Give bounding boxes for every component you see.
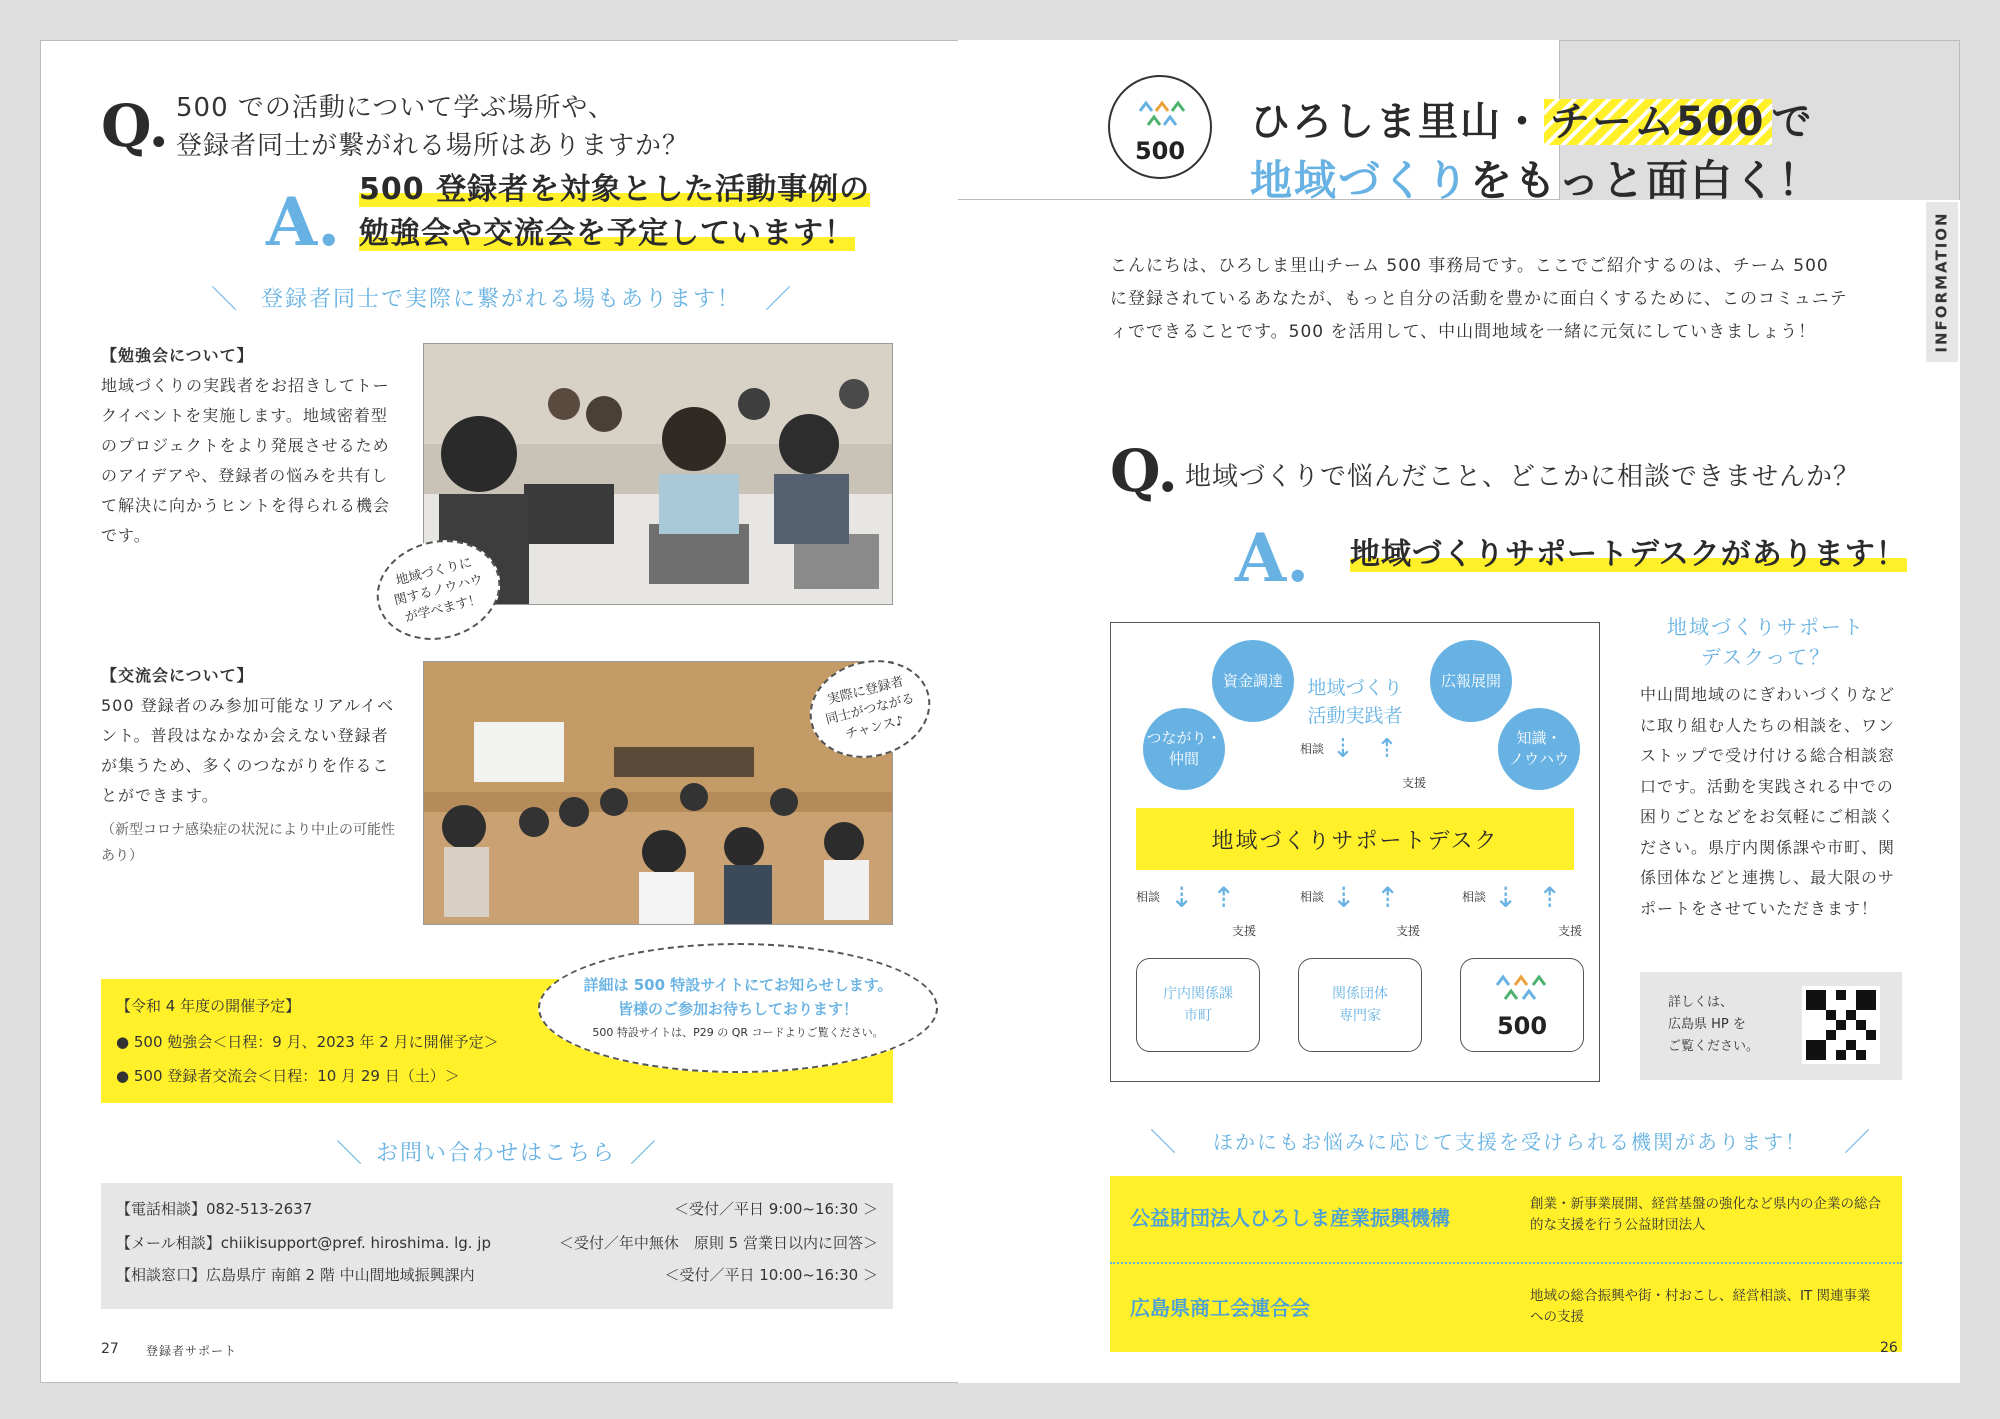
diagram-center-label: 地域づくり 活動実践者 — [1307, 677, 1403, 727]
study-title: 【勉強会について】 — [101, 346, 254, 365]
speech-bubble-exchange: 実際に登録者 同士がつながる チャンス♪ — [799, 648, 941, 771]
contact-label: 【電話相談】082-513-2637 — [116, 1200, 313, 1218]
contact-hours: ＜受付／平日 9:00~16:30 ＞ — [673, 1200, 878, 1218]
consult-label: 相談 — [1136, 890, 1161, 904]
deco-slash: ＼ — [336, 1139, 363, 1169]
exchange-note: （新型コロナ感染症の状況により中止の可能性あり） — [101, 822, 395, 864]
contact-heading: お問い合わせはこちら — [375, 1141, 616, 1166]
schedule-title: 【令和 4 年度の開催予定】 — [116, 997, 301, 1015]
mountain-icon — [1493, 969, 1553, 1005]
arrow-up-icon: ⇡ — [1376, 734, 1398, 764]
logo-text: 500 — [1496, 1012, 1548, 1040]
notice-line-2: 皆様のご参加お待ちしております！ — [617, 1000, 858, 1018]
deco-slash: ／ — [764, 285, 791, 315]
contact-label: 【相談窓口】広島県庁 南館 2 階 中山間地域振興課内 — [116, 1266, 475, 1284]
arrow-down-icon: ⇣ — [1332, 734, 1354, 764]
arrow-down-icon: ⇣ — [1170, 881, 1194, 914]
arrow-up-icon: ⇡ — [1538, 881, 1562, 914]
support-label: 支援 — [1402, 776, 1427, 790]
notice-line-3: 500 特設サイトは、P29 の QR コードよりご覧ください。 — [592, 1026, 884, 1039]
a-letter: A. — [1235, 519, 1310, 597]
contact-row — [116, 1227, 878, 1259]
diagram-circle-funding: 資金調達 — [1212, 640, 1294, 722]
other-heading: ほかにもお悩みに応じて支援を受けられる機関があります！ — [1213, 1130, 1807, 1154]
contact-row — [116, 1259, 878, 1291]
sub-heading-row — [211, 279, 791, 316]
contact-hours: ＜受付／平日 10:00~16:30 ＞ — [664, 1266, 878, 1284]
left-page — [40, 40, 960, 1383]
arrow-down-icon: ⇣ — [1332, 881, 1356, 914]
orgs-divider — [1110, 1262, 1902, 1264]
q-letter: Q. — [1110, 437, 1178, 505]
answer-line-1: 500 登録者を対象とした活動事例の — [359, 172, 871, 207]
org-name: 広島県商工会連合会 — [1130, 1296, 1310, 1320]
question-line-2: 登録者同士が繋がれる場所はありますか？ — [176, 131, 690, 161]
deco-slash: ＼ — [1150, 1128, 1177, 1158]
logo-text: 500 — [1134, 137, 1186, 165]
deco-slash: ／ — [629, 1139, 656, 1169]
contact-heading-row — [336, 1133, 656, 1170]
arrow-up-icon: ⇡ — [1212, 881, 1236, 914]
study-body: 地域づくりの実践者をお招きしてトークイベントを実施します。地域密着型のプロジェクトをより発展させるためのアイデアや、登録者の悩みを共有して解決に向かうヒントを得られる機会です。 — [101, 376, 391, 545]
question-line-1: 500 での活動について学ぶ場所や、 — [176, 93, 615, 123]
consult-label: 相談 — [1300, 742, 1325, 756]
other-heading-row — [1150, 1122, 1870, 1159]
page-number: 27 — [101, 1341, 119, 1357]
right-page — [960, 40, 1960, 1383]
diagram-circle-pr: 広報展開 — [1430, 640, 1512, 722]
footer-label: 登録者サポート — [146, 1344, 238, 1358]
support-desk-bar: 地域づくりサポートデスク — [1136, 808, 1574, 870]
schedule-item: ● 500 勉強会＜日程：9 月、2023 年 2 月に開催予定＞ — [116, 1033, 499, 1051]
org-desc: 創業・新事業展開、経営基盤の強化など県内の企業の総合的な支援を行う公益財団法人 — [1530, 1196, 1881, 1233]
diagram-circle-network: つながり・ 仲間 — [1143, 708, 1225, 790]
org-name: 公益財団法人ひろしま産業振興機構 — [1130, 1206, 1450, 1230]
qr-note: 詳しくは、 広島県 HP を ご覧ください。 — [1668, 995, 1760, 1054]
a-letter: A. — [266, 183, 341, 261]
page-title-line-1: ひろしま里山・ チーム500 で — [1250, 99, 1814, 145]
support-heading: 地域づくりサポート デスクって？ — [1667, 615, 1865, 669]
org-box-prefecture: 庁内関係課 市町 — [1136, 958, 1260, 1052]
org-box-experts: 関係団体 専門家 — [1298, 958, 1422, 1052]
answer-text: 地域づくりサポートデスクがあります！ — [1350, 537, 1907, 572]
deco-slash: ＼ — [211, 285, 238, 315]
support-label: 支援 — [1396, 924, 1421, 938]
qr-code-icon — [1806, 990, 1876, 1060]
exchange-body: 500 登録者のみ参加可能なリアルイベント。普段はなかなか会えない登録者が集うため、多くのつながりを作ることができます。 — [101, 696, 395, 805]
page-number: 26 — [1880, 1340, 1898, 1356]
answer-line-2: 勉強会や交流会を予定しています！ — [359, 216, 855, 251]
contact-label: 【メール相談】chiikisupport@pref. hiroshima. lg. jp — [116, 1234, 491, 1252]
notice-line-1: 詳細は 500 特設サイトにてお知らせします。 — [583, 976, 893, 994]
question-text: 地域づくりで悩んだこと、どこかに相談できませんか？ — [1185, 462, 1861, 492]
speech-bubble-study: 地域づくりに 関するノウハウ が学べます！ — [366, 527, 511, 652]
org-box-team500 — [1460, 958, 1584, 1052]
deco-slash: ／ — [1843, 1128, 1870, 1158]
support-label: 支援 — [1232, 924, 1257, 938]
contact-hours: ＜受付／年中無休 原則 5 営業日以内に回答＞ — [558, 1234, 878, 1252]
support-body: 中山間地域のにぎわいづくりなどに取り組む人たちの相談を、ワンストップで受け付ける総合相談窓口です。活動を実践される中での困りごとなどをお気軽にご相談ください。県庁内関係課や市町、関係団体などと連携し、最大限のサポートをさせていただきます！ — [1640, 685, 1896, 918]
qr-code[interactable] — [1802, 986, 1880, 1064]
information-tab: INFORMATION — [1926, 202, 1958, 362]
diagram-circle-knowhow: 知識・ ノウハウ — [1498, 708, 1580, 790]
arrow-down-icon: ⇣ — [1494, 881, 1518, 914]
consult-label: 相談 — [1462, 890, 1487, 904]
contact-row — [116, 1193, 878, 1225]
intro-text: こんにちは、ひろしま里山チーム 500 事務局です。ここでご紹介するのは、チーム 500 に登録されているあなたが、もっと自分の活動を豊かに面白くするために、このコミュニティでできることです。500 を活用して、中山間地域を一緒に元気にしていきましょう！ — [1110, 256, 1848, 342]
q-letter: Q. — [101, 92, 169, 160]
arrow-up-icon: ⇡ — [1376, 881, 1400, 914]
exchange-title: 【交流会について】 — [101, 666, 254, 685]
page-title-line-2: 地域づくりをもっと面白く！ — [1250, 156, 1823, 205]
org-desc: 地域の総合振興や街・村おこし、経営相談、IT 関連事業への支援 — [1530, 1288, 1871, 1325]
consult-label: 相談 — [1300, 890, 1325, 904]
team500-logo — [1108, 75, 1212, 179]
support-label: 支援 — [1558, 924, 1583, 938]
sub-heading: 登録者同士で実際に繋がれる場もあります！ — [260, 287, 741, 312]
schedule-item: ● 500 登録者交流会＜日程：10 月 29 日（土）＞ — [116, 1067, 460, 1085]
